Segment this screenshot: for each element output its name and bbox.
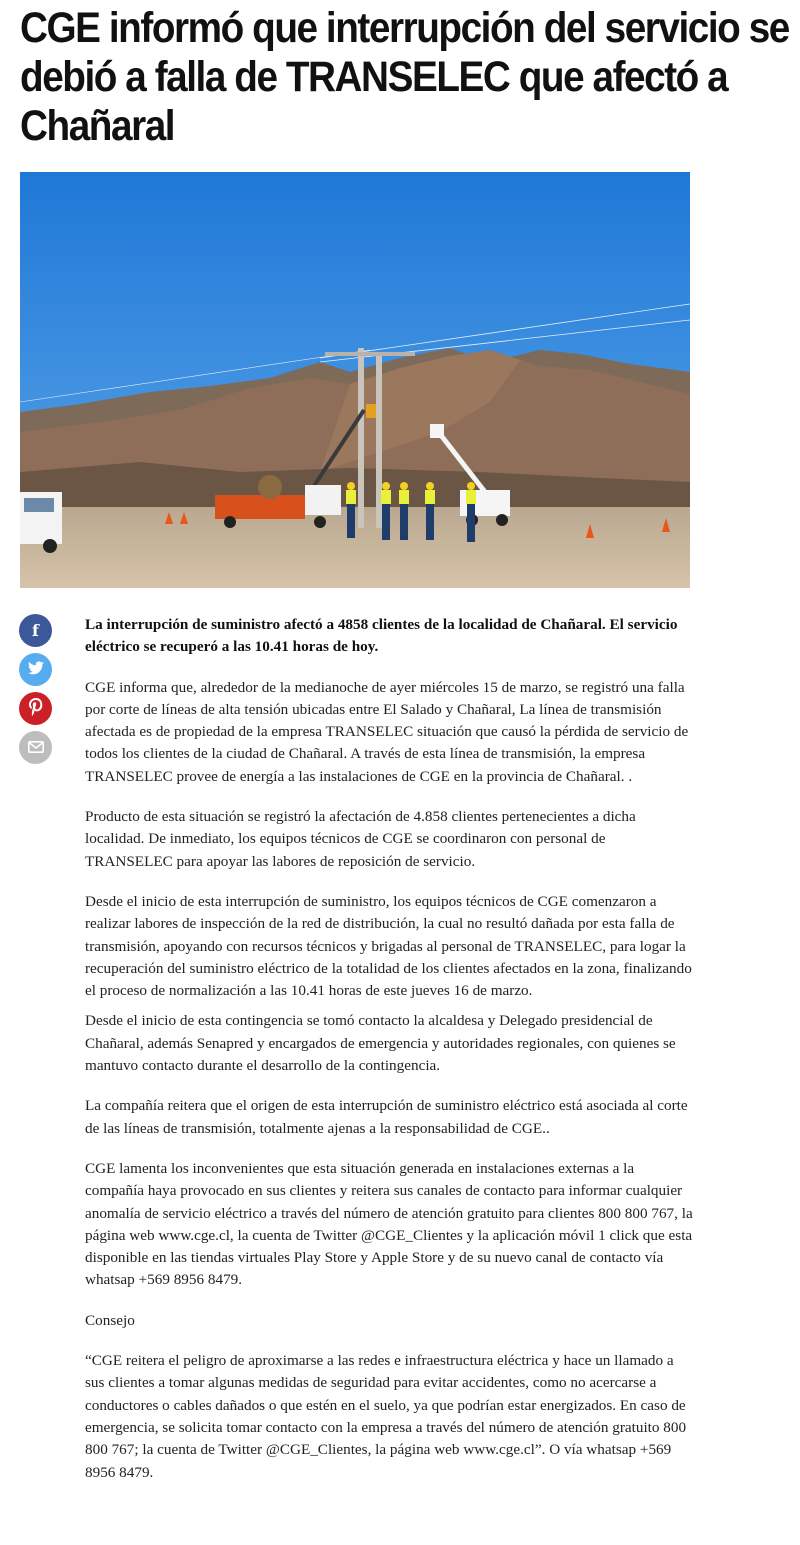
article-paragraph: Producto de esta situación se registró la afectación de 4.858 clientes pertenecientes a dicha localidad. De inmediato, los equipos técnicos de CGE se coordinaron con personal de TRANSELEC para apoyar las labores de reposición de servicio. [85, 808, 636, 870]
article-body [85, 614, 695, 1502]
hero-photo [20, 172, 690, 588]
email-icon [28, 738, 44, 757]
article-paragraph: CGE lamenta los inconvenientes que esta situación generada en instalaciones externas a la compañía haya provocado en sus clientes y reitera sus canales de contacto para informar cualquier anomalía de servicio eléctrico a través del número de atención gratuito para clientes 800 800 767, la página web www.cge.cl, la cuenta de Twitter @CGE_Clientes y la aplicación móvil 1 click que esta disponible en las tiendas virtuales Play Store y Apple Store y de su nuevo canal de contacto vía whatsap +569 8956 8479. [85, 1159, 693, 1289]
article-hero-image [20, 172, 690, 588]
pinterest-p-icon [29, 698, 43, 716]
twitter-icon [28, 660, 44, 679]
article-paragraph: La compañía reitera que el origen de esta interrupción de suministro eléctrico está asociada al corte de las líneas de transmisión, totalmente ajenas a la responsabilidad de CGE.. [85, 1097, 688, 1137]
share-bar [19, 614, 52, 770]
article-subheading: Consejo [85, 1311, 135, 1329]
twitter-bird-icon [28, 661, 44, 675]
facebook-share-button[interactable] [19, 614, 52, 647]
pinterest-share-button[interactable] [19, 692, 52, 725]
article-quote: “CGE reitera el peligro de aproximarse a las redes e infraestructura eléctrica y hace un llamado a sus clientes a tomar algunas medidas de seguridad para evitar accidentes, como no acercarse a conductores o cables dañados o que estén en el suelo, ya que podrían estar energizados. En caso de emergencia, se solicita tomar contacto con la empresa a través del número de atención gratuito 800 800 767; la cuenta de Twitter @CGE_Clientes, la página web www.cge.cl”. O vía whatsap +569 8956 8479. [85, 1352, 687, 1481]
pinterest-icon [29, 698, 43, 720]
article-headline: CGE informó que interrupción del servicio se debió a falla de TRANSELEC que afectó a Chañaral [20, 4, 789, 150]
envelope-icon [28, 741, 44, 753]
twitter-share-button[interactable] [19, 653, 52, 686]
article-lead: La interrupción de suministro afectó a 4858 clientes de la localidad de Chañaral. El servicio eléctrico se recuperó a las 10.41 horas de hoy. [85, 616, 678, 656]
article-paragraph: Desde el inicio de esta contingencia se tomó contacto la alcaldesa y Delegado presidencial de Chañaral, además Senapred y encargados de emergencia y autoridades regionales, con quienes se mantuvo contacto durante el desarrollo de la contingencia. [85, 1012, 676, 1075]
article-paragraph: CGE informa que, alrededor de la medianoche de ayer miércoles 15 de marzo, se registró una falla por corte de líneas de alta tensión ubicadas entre El Salado y Chañaral, La línea de transmisión afectada es de propiedad de la empresa TRANSELEC situación que causó la pérdida de servicio de todos los clientes de la ciudad de Chañaral. A través de esta línea de transmisión, la empresa TRANSELEC provee de energía a las instalaciones de CGE en la provincia de Chañaral. . [85, 678, 689, 785]
email-share-button[interactable] [19, 731, 52, 764]
article-paragraph: Desde el inicio de esta interrupción de suministro, los equipos técnicos de CGE comenzaron a realizar labores de inspección de la red de distribución, la cual no resultó dañada por esta falla de transmisión, apoyando con recursos técnicos y brigadas al personal de TRANSELEC, para logar la recuperación del suministro eléctrico de la totalidad de los clientes afectados en la zona, finalizando el proceso de normalización a las 10.41 horas de este jueves 16 de marzo. [85, 892, 692, 1000]
facebook-icon: f [32, 621, 39, 640]
